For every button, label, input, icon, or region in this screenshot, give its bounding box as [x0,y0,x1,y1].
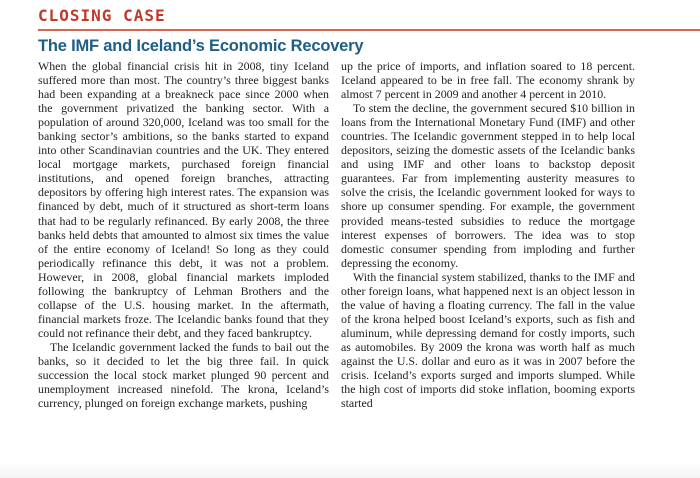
page-bottom-shadow [0,462,700,478]
paragraph: With the financial system stabilized, thanks to the IMF and other foreign loans, what happened next is an object lesson in the value of having a floating currency. The fall in the value of the krona helped boost Iceland’s exports, such as fish and aluminum, while depressing demand for costly imports, such as automobiles. By 2009 the krona was worth half as much against the U.S. dollar and euro as it was in 2007 before the crisis. Iceland’s exports surged and imports slumped. While the high cost of imports did stoke inflation, booming exports started [341,269,635,411]
paragraph: When the global financial crisis hit in 2008, tiny Iceland suffered more than most. The country’s three biggest banks had been expanding at a breakneck pace since 2000 when the government privatized the banking sector. With a population of around 320,000, Iceland was too small for the banking sector’s ambitions, so the banks started to expand into other Scandinavian countries and the UK. They entered local mortgage markets, purchased foreign financial institutions, and opened foreign branches, attracting depositors by offering high interest rates. The expansion was financed by debt, much of it structured as short-term loans that had to be regularly refinanced. By early 2008, the three banks held debts that amounted to almost six times the value of the entire economy of Iceland! So long as they could periodically refinance this debt, it was not a problem. However, in 2008, global financial markets imploded following the bankruptcy of Lehman Brothers and the collapse of the U.S. housing market. In the aftermath, financial markets froze. The Icelandic banks found that they could not refinance their debt, and they faced bankruptcy. [38,59,329,340]
paragraph: The Icelandic government lacked the funds to bail out the banks, so it decided to let the big three fail. In quick succession the local stock market plunged 90 percent and unemployment increased ninefold. The krona, Iceland’s currency, plunged on foreign exchange markets, pushing [38,339,329,411]
paragraph: up the price of imports, and inflation soared to 18 percent. Iceland appeared to be in free fall. The economy shrank by almost 7 percent in 2009 and another 4 percent in 2010. [341,59,635,102]
paragraph: To stem the decline, the government secured $10 billion in loans from the International Monetary Fund (IMF) and other countries. The Icelandic government stepped in to help local depositors, seizing the domestic assets of the Icelandic banks and using IMF and other loans to backstop deposit guarantees. Far from implementing austerity measures to solve the crisis, the Icelandic government looked for ways to shore up consumer spending. For example, the government provided means-tested subsidies to reduce the mortgage interest expenses of borrowers. The idea was to stop domestic consumer spending from imploding and further depressing the economy. [341,101,635,270]
section-label: CLOSING CASE [38,6,166,25]
case-title: The IMF and Iceland’s Economic Recovery [38,37,364,55]
right-column [341,59,635,410]
left-column [38,59,329,410]
section-divider [38,29,700,31]
